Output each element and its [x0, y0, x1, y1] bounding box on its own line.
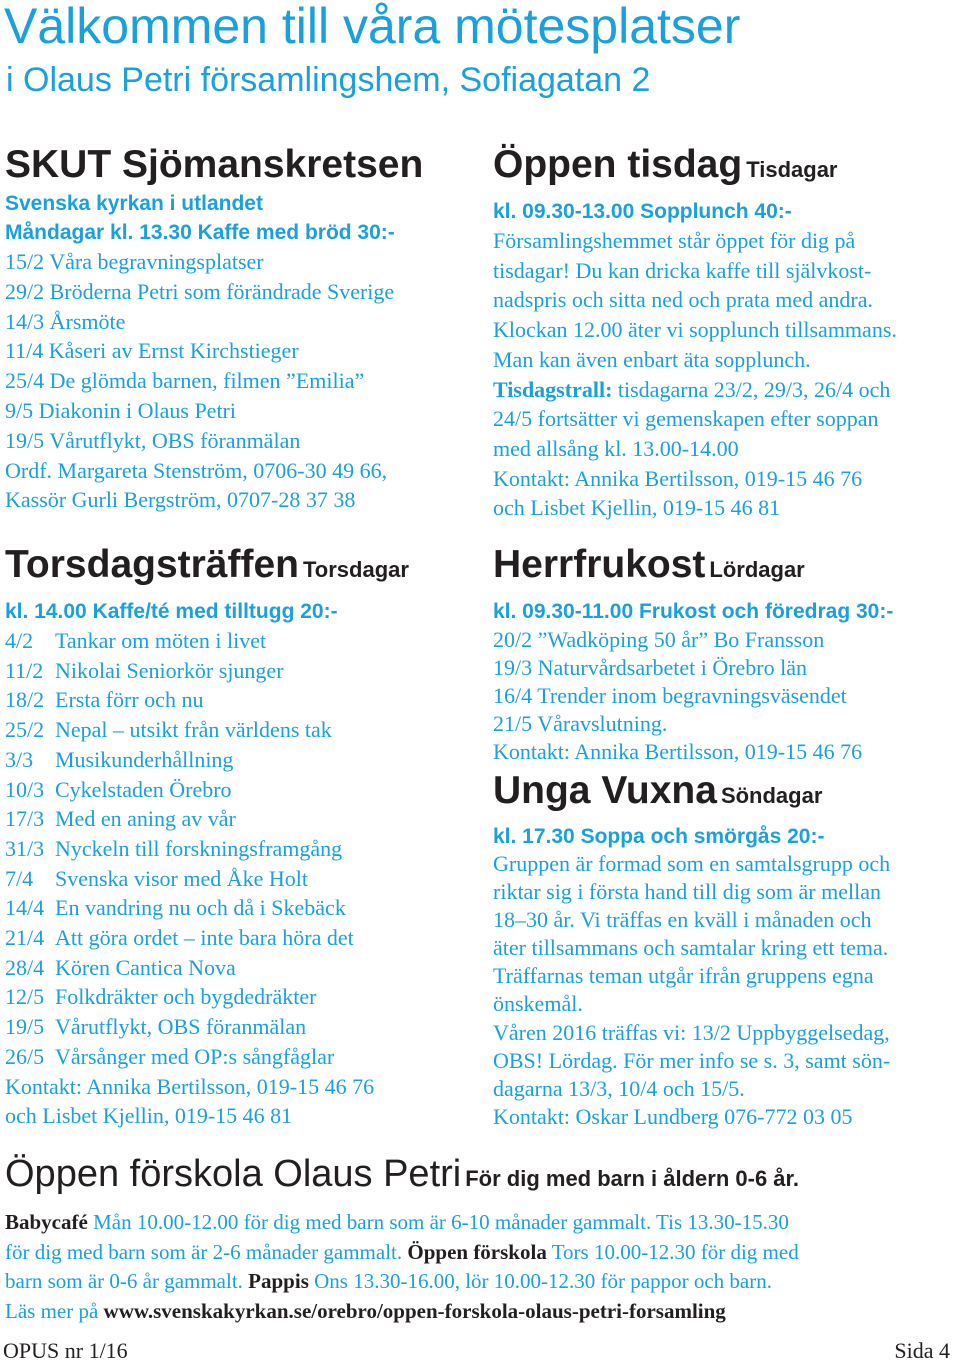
torsdag-list-item — [5, 893, 480, 923]
unga-vuxna-line: OBS! Lördag. För mer info se s. 3, samt sön- — [493, 1047, 891, 1073]
unga-vuxna-section — [493, 766, 957, 1131]
torsdag-heading: Torsdagsträffen — [5, 543, 299, 586]
torsdag-item-date: 17/3 — [5, 806, 45, 832]
tisdagstrall-line: med allsång kl. 13.00-14.00 — [493, 435, 739, 461]
torsdag-item-date: 18/2 — [5, 687, 45, 713]
torsdag-item-text: Nepal – utsikt från världens tak — [55, 717, 332, 743]
skut-contact-1: Ordf. Margareta Stenström, 0706-30 49 66, — [5, 457, 388, 483]
tisdagstrall-line: 24/5 fortsätter vi gemenskapen efter soppan — [493, 406, 879, 432]
torsdag-item-text: Nikolai Seniorkör sjunger — [55, 657, 284, 683]
skut-list-item — [5, 396, 480, 426]
torsdag-list-item — [5, 1042, 480, 1072]
torsdag-list-item — [5, 775, 480, 805]
torsdag-item-text: Vårutflykt, OBS föranmälan — [55, 1014, 307, 1040]
skut-item-text: Våra begravningsplatser — [49, 249, 264, 274]
skut-item-text: Diakonin i Olaus Petri — [38, 397, 236, 423]
herrfrukost-list — [493, 626, 957, 738]
forskola-line-3a: barn som är 0-6 år gammalt. — [5, 1269, 249, 1293]
skut-item-date: 15/2 — [5, 249, 50, 274]
forskola-line-4: Läs mer på — [5, 1298, 104, 1323]
tisdagstrall-label: Tisdagstrall: — [493, 376, 613, 402]
skut-item-text: Kåseri av Ernst Kirchstieger — [48, 338, 299, 364]
skut-list — [5, 247, 480, 456]
oppen-tisdag-day: Tisdagar — [746, 157, 838, 182]
oppen-tisdag-line: Man kan även enbart äta sopplunch. — [493, 346, 811, 372]
tisdagstrall-text — [493, 375, 957, 464]
torsdag-list-item — [5, 685, 480, 715]
oppen-forskola-label: Öppen förskola — [407, 1239, 547, 1264]
torsdag-item-text: Ersta förr och nu — [55, 687, 204, 713]
skut-item-date: 25/4 — [5, 368, 50, 394]
unga-vuxna-line: riktar sig i första hand till dig som är mellan — [493, 879, 881, 905]
unga-vuxna-line: 18–30 år. Vi träffas en kväll i månaden och — [493, 907, 872, 933]
torsdag-item-text: Folkdräkter och bygdedräkter — [55, 984, 317, 1010]
unga-vuxna-time: kl. 17.30 Soppa och smörgås 20:- — [493, 825, 825, 848]
skut-list-item — [5, 247, 480, 277]
oppen-tisdag-heading: Öppen tisdag — [493, 143, 743, 186]
skut-item-date: 29/2 — [5, 278, 50, 304]
torsdag-list-item — [5, 982, 480, 1012]
torsdag-item-text: Tankar om möten i livet — [55, 628, 267, 653]
skut-list-item — [5, 336, 480, 366]
skut-item-text: Bröderna Petri som förändrade Sverige — [49, 278, 395, 304]
forskola-tagline: För dig med barn i åldern 0-6 år. — [465, 1166, 799, 1191]
oppen-tisdag-section — [493, 140, 957, 523]
torsdag-item-text: Att göra ordet – inte bara höra det — [55, 925, 354, 951]
herrfrukost-list-item: 20/2 ”Wadköping 50 år” Bo Fransson — [493, 627, 825, 652]
forskola-heading: Öppen förskola Olaus Petri — [5, 1153, 462, 1195]
skut-heading: SKUT Sjömanskretsen — [5, 143, 424, 186]
torsdag-item-date: 19/5 — [5, 1014, 45, 1040]
torsdag-list-item — [5, 656, 480, 686]
oppen-tisdag-contact-1: Kontakt: Annika Bertilsson, 019-15 46 76 — [493, 465, 863, 491]
skut-subheading: Svenska kyrkan i utlandet — [5, 192, 263, 215]
torsdag-list-item — [5, 864, 480, 894]
torsdag-list-item — [5, 834, 480, 864]
skut-list-item — [5, 426, 480, 456]
skut-list-item — [5, 277, 480, 307]
skut-section — [5, 140, 480, 515]
herrfrukost-list-item: 19/3 Naturvårdsarbetet i Örebro län — [493, 655, 807, 680]
torsdag-section — [5, 540, 480, 1131]
torsdag-item-text: Vårsånger med OP:s sångfåglar — [55, 1043, 335, 1069]
torsdag-list-item — [5, 715, 480, 745]
torsdag-day: Torsdagar — [303, 557, 409, 582]
herrfrukost-day: Lördagar — [709, 557, 805, 582]
skut-item-date: 14/3 — [5, 308, 50, 334]
page-title: Välkommen till våra mötesplatser — [4, 0, 741, 54]
torsdag-list-item — [5, 626, 480, 656]
skut-item-date: 19/5 — [5, 427, 50, 453]
herrfrukost-time: kl. 09.30-11.00 Frukost och föredrag 30:- — [493, 600, 894, 623]
torsdag-item-date: 26/5 — [5, 1043, 45, 1069]
torsdag-item-date: 4/2 — [5, 628, 34, 653]
tisdagstrall-line-text: tisdagarna 23/2, 29/3, 26/4 och — [612, 376, 891, 402]
pappis-label: Pappis — [248, 1269, 309, 1293]
torsdag-item-text: Med en aning av vår — [55, 806, 236, 832]
torsdag-list-item — [5, 745, 480, 775]
herrfrukost-list-item: 21/5 Våravslutning. — [493, 711, 668, 736]
unga-vuxna-text — [493, 850, 957, 1103]
skut-item-date: 11/4 — [5, 338, 49, 364]
torsdag-list — [5, 626, 480, 1072]
torsdag-item-text: Kören Cantica Nova — [55, 954, 236, 980]
skut-item-text: De glömda barnen, filmen ”Emilia” — [49, 368, 365, 394]
torsdag-item-text: Cykelstaden Örebro — [55, 776, 232, 802]
skut-time: Måndagar kl. 13.30 Kaffe med bröd 30:- — [5, 221, 395, 244]
torsdag-item-date: 14/4 — [5, 895, 45, 921]
unga-vuxna-contact: Kontakt: Oskar Lundberg 076-772 03 05 — [493, 1103, 853, 1129]
torsdag-item-date: 7/4 — [5, 865, 34, 891]
herrfrukost-list-item: 16/4 Trender inom begravningsväsendet — [493, 683, 847, 708]
torsdag-item-date: 28/4 — [5, 954, 45, 980]
unga-vuxna-line: Gruppen är formad som en samtalsgrupp och — [493, 851, 891, 876]
torsdag-time: kl. 14.00 Kaffe/té med tilltugg 20:- — [5, 600, 338, 623]
oppen-tisdag-text — [493, 226, 957, 375]
torsdag-item-date: 12/5 — [5, 984, 45, 1010]
torsdag-list-item — [5, 953, 480, 983]
forskola-text — [5, 1208, 955, 1326]
skut-item-text: Vårutflykt, OBS föranmälan — [49, 427, 301, 453]
torsdag-contact-1: Kontakt: Annika Bertilsson, 019-15 46 76 — [5, 1073, 375, 1099]
torsdag-item-date: 31/3 — [5, 835, 45, 861]
oppen-tisdag-line: tisdagar! Du kan dricka kaffe till självkost- — [493, 257, 872, 283]
unga-vuxna-line: Våren 2016 träffas vi: 13/2 Uppbyggelsedag, — [493, 1019, 890, 1045]
herrfrukost-heading: Herrfrukost — [493, 543, 706, 586]
torsdag-item-text: En vandring nu och då i Skebäck — [55, 895, 346, 921]
oppen-tisdag-line: Klockan 12.00 äter vi sopplunch tillsammans. — [493, 317, 897, 343]
tisdagstrall-line — [493, 375, 957, 405]
oppen-tisdag-contact-2: och Lisbet Kjellin, 019-15 46 81 — [493, 495, 781, 521]
torsdag-item-text: Svenska visor med Åke Holt — [55, 865, 308, 891]
herrfrukost-section — [493, 540, 957, 766]
skut-list-item — [5, 307, 480, 337]
oppen-tisdag-line: nadspris och sitta ned och prata med andra. — [493, 287, 873, 313]
oppen-tisdag-time: kl. 09.30-13.00 Sopplunch 40:- — [493, 200, 792, 223]
oppen-tisdag-line: Församlingshemmet står öppet för dig på — [493, 228, 856, 253]
skut-contact-2: Kassör Gurli Bergström, 0707-28 37 38 — [5, 487, 356, 513]
torsdag-item-date: 10/3 — [5, 776, 45, 802]
footer-page-number: Sida 4 — [894, 1338, 950, 1363]
torsdag-item-text: Nyckeln till forskningsframgång — [55, 835, 343, 861]
skut-list-item — [5, 366, 480, 396]
skut-item-text: Årsmöte — [49, 308, 126, 334]
unga-vuxna-heading: Unga Vuxna — [493, 769, 717, 812]
torsdag-list-item — [5, 1012, 480, 1042]
torsdag-list-item — [5, 923, 480, 953]
forskola-line-2a: för dig med barn som är 2-6 månader gammalt. — [5, 1239, 408, 1264]
unga-vuxna-line: dagarna 13/3, 10/4 och 15/5. — [493, 1075, 745, 1101]
torsdag-item-date: 11/2 — [5, 657, 44, 683]
footer-issue: OPUS nr 1/16 — [3, 1338, 128, 1363]
page-subtitle: i Olaus Petri församlingshem, Sofiagatan 2 — [6, 61, 651, 99]
torsdag-item-date: 3/3 — [5, 746, 34, 772]
herrfrukost-contact: Kontakt: Annika Bertilsson, 019-15 46 76 — [493, 739, 863, 764]
torsdag-contact-2: och Lisbet Kjellin, 019-15 46 81 — [5, 1103, 293, 1129]
torsdag-item-text: Musikunderhållning — [55, 746, 234, 772]
unga-vuxna-line: Träffarnas teman utgår ifrån gruppens egna — [493, 963, 874, 989]
unga-vuxna-line: önskemål. — [493, 991, 583, 1017]
forskola-line-3b: Ons 13.30-16.00, lör 10.00-12.30 för pappor och barn. — [308, 1269, 772, 1293]
unga-vuxna-day: Söndagar — [720, 783, 823, 808]
torsdag-list-item — [5, 804, 480, 834]
unga-vuxna-line: äter tillsammans och samtalar kring ett tema. — [493, 935, 889, 961]
torsdag-item-date: 25/2 — [5, 717, 45, 743]
babycafe-label: Babycafé — [5, 1210, 88, 1234]
forskola-link[interactable]: www.svenskakyrkan.se/orebro/oppen-forskola-olaus-petri-forsamling — [103, 1298, 726, 1323]
skut-item-date: 9/5 — [5, 397, 39, 423]
forskola-section — [5, 1148, 955, 1326]
forskola-line-1: Mån 10.00-12.00 för dig med barn som är 6-10 månader gammalt. Tis 13.30-15.30 — [87, 1210, 789, 1234]
torsdag-item-date: 21/4 — [5, 925, 45, 951]
forskola-line-2b: Tors 10.00-12.30 för dig med — [546, 1239, 799, 1264]
